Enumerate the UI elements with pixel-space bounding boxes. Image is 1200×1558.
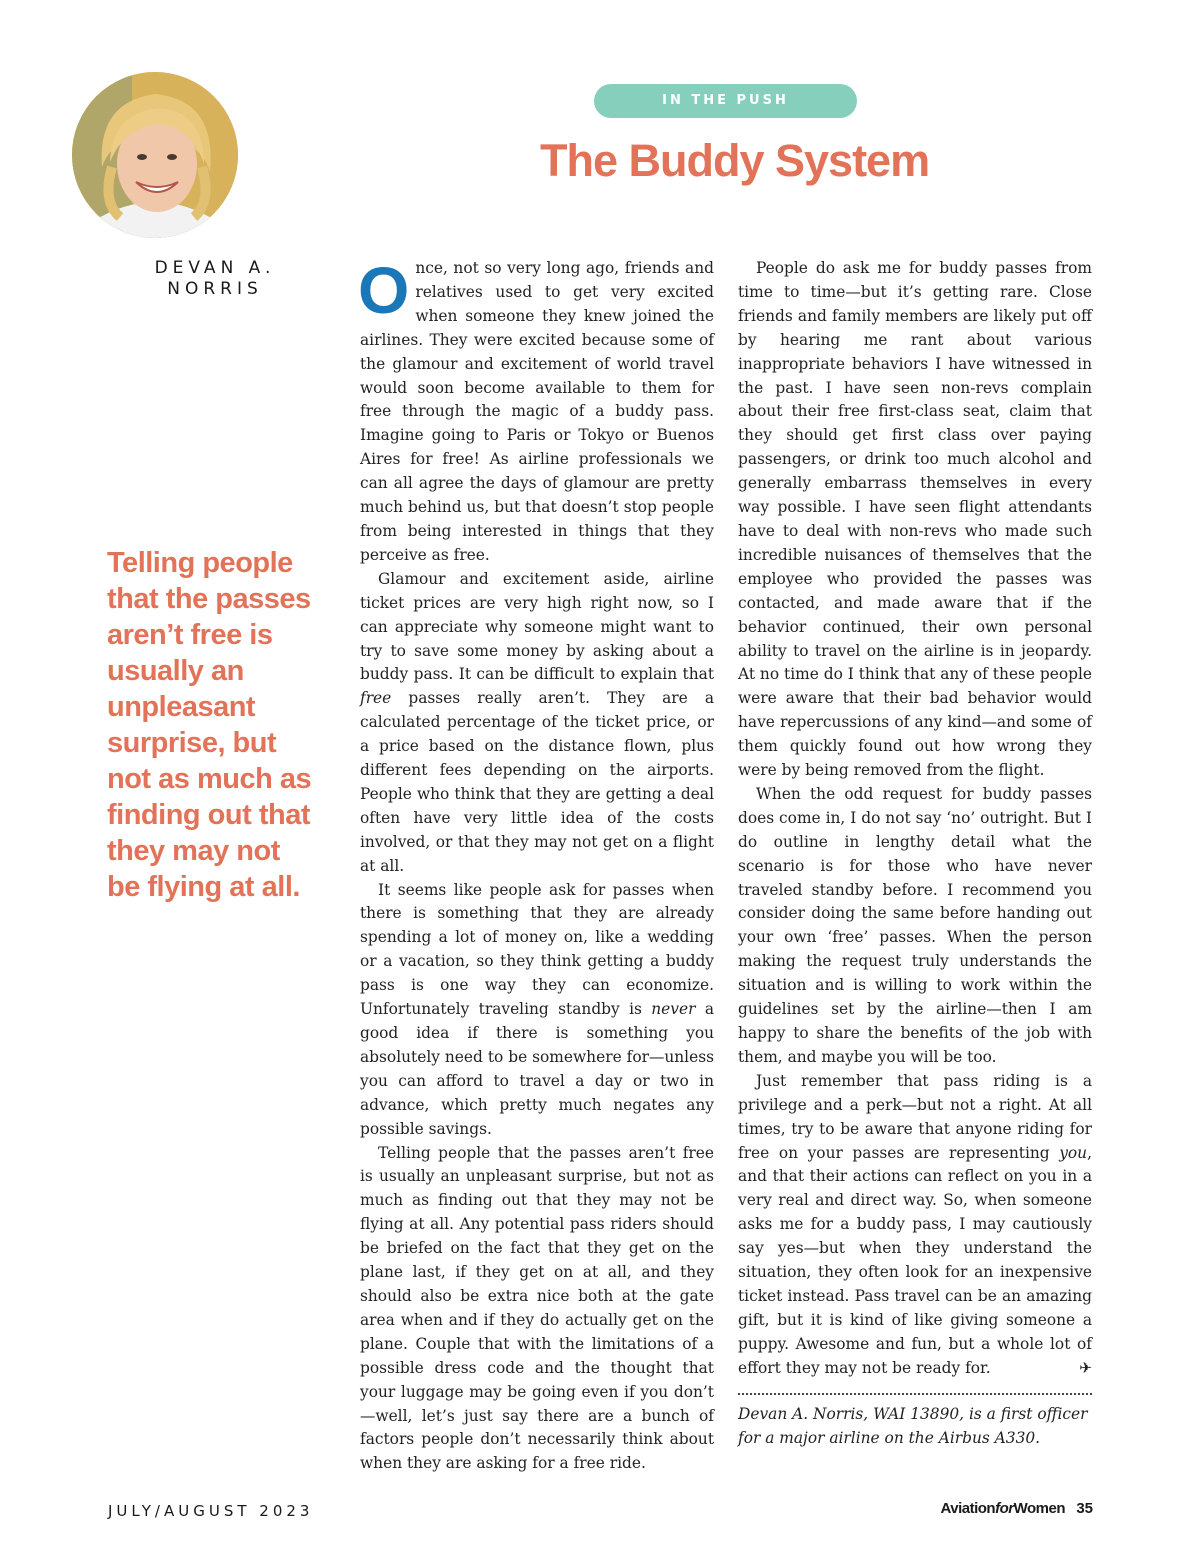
section-label: IN THE PUSH: [594, 84, 857, 118]
paragraph-6: When the odd request for buddy passes does come in, I do not say ‘no’ outright. But I do outline in lengthy detail what the scenario is for those who have never traveled standby before. I recommend you consider doing the same before handing out your own ‘free’ passes. When the person making the request truly understands the situation and is willing to work within the guidelines set by the airline—then I am happy to share the benefits of the job with them, and maybe you will be too.: [738, 784, 1092, 1066]
author-photo: [72, 72, 238, 238]
paragraph-2-emphasis: free: [360, 689, 392, 708]
author-portrait-illustration: [72, 72, 238, 238]
page-number: 35: [1076, 1500, 1093, 1517]
paragraph-7-text-b: , and that their actions can reflect on you in a very real and direct way. So, when someone asks me for a buddy pass, I may cautiously say yes—but when they understand the situation, they often look for an inexpensive ticket instead. Pass travel can be an amazing gift, but it is kind of like giving someone a puppy. Awesome and fun, but a whole lot of effort they may not be ready for.: [738, 1143, 1092, 1377]
paragraph-5: People do ask me for buddy passes from time to time—but it’s getting rare. Close friends and family members are likely put off by hearing me rant about various inappropriate behaviors I have witnessed in the past. I have seen non-revs complain about their free first-class seat, claim that they should get first class over paying passengers, or drink too much alcohol and generally embarrass themselves in every way possible. I have seen flight attendants have to deal with non-revs who made such incredible nuisances of themselves that the employee who provided the passes was contacted, and made aware that if the behavior continued, their own personal ability to travel on the airline is in jeopardy. At no time do I think that any of these people were aware that their bad behavior would have repercussions of any kind—and some of them quickly found out how wrong they were by being removed from the flight.: [738, 259, 1092, 780]
paragraph-4: Telling people that the passes aren’t free is usually an unpleasant surprise, but not as much as finding out that they may not be flying at all. Any potential pass riders should be briefed on the fact that they get on the plane last, if they get on at all, and they should also be extra nice both at the gate area when and if they do actually get on the plane. Couple that with the limitations of a possible dress code and the thought that your luggage may be going even if you don’t—well, let’s just say there are a bunch of factors people don’t necessarily think about when they are asking for a free ride.: [360, 1143, 714, 1473]
issue-date: JULY/AUGUST 2023: [108, 1502, 314, 1520]
paragraph-7: [738, 1070, 1092, 1381]
brand-aviation: Aviation: [940, 1500, 996, 1517]
paragraph-1: [358, 253, 714, 568]
paragraph-3-text-a: It seems like people ask for passes when there is something that they are already spending a lot of money on, like a wedding or a vacation, so they think getting a buddy pass is one way they can economize. Unfortunately traveling standby is: [360, 880, 714, 1019]
paragraph-7-emphasis: you: [1059, 1143, 1088, 1162]
paragraph-3-text-b: a good idea if there is something you absolutely need to be somewhere for—unless you can afford to travel a day or two in advance, which pretty much negates any possible savings.: [360, 1000, 714, 1138]
airplane-icon: ✈: [1079, 1358, 1092, 1377]
article-column-right: [738, 257, 1092, 1450]
brand-women: Women: [1013, 1500, 1065, 1517]
article-column-left: [358, 253, 714, 1476]
paragraph-2-text-a: Glamour and excitement aside, airline ticket prices are very high right now, so I can appreciate why someone might want to try to save some money by asking about a buddy pass. It can be difficult to explain that: [360, 569, 714, 684]
paragraph-2-text-b: passes really aren’t. They are a calculated percentage of the ticket price, or a price based on the distance flown, plus different fees depending on the airports. People who think that they are getting a deal often have very little idea of the costs involved, or that they may not get on a flight at all.: [360, 689, 714, 875]
bio-divider: [738, 1393, 1092, 1395]
paragraph-1-text: nce, not so very long ago, friends and relatives used to get very excited when someone they knew joined the airlines. They were excited because some of the glamour and excitement of world travel would soon become available to them for free through the magic of a buddy pass. Imagine going to Paris or Tokyo or Buenos Aires for free! As airline professionals we can all agree the days of glamour are pretty much behind us, but that doesn’t stop people from being interested in things that they perceive as free.: [360, 259, 714, 564]
paragraph-7-text-a: Just remember that pass riding is a privilege and a perk—but not a right. At all times, try to be aware that anyone riding for free on your passes are representing: [738, 1071, 1092, 1162]
paragraph-2: [360, 568, 714, 879]
drop-cap: O: [358, 253, 410, 327]
paragraph-3: [360, 879, 714, 1142]
magazine-brand: [940, 1500, 1065, 1517]
article-title: The Buddy System: [540, 135, 930, 186]
author-name: DEVAN A. NORRIS: [154, 258, 276, 299]
brand-for: for: [995, 1500, 1014, 1517]
author-bio: Devan A. Norris, WAI 13890, is a first officer for a major airline on the Airbus A330.: [738, 1404, 1088, 1447]
paragraph-3-emphasis: never: [651, 1000, 696, 1019]
pull-quote: Telling people that the passes aren’t free is usually an unpleasant surprise, but not as much as finding out that they may not be flying at all.: [107, 547, 312, 903]
